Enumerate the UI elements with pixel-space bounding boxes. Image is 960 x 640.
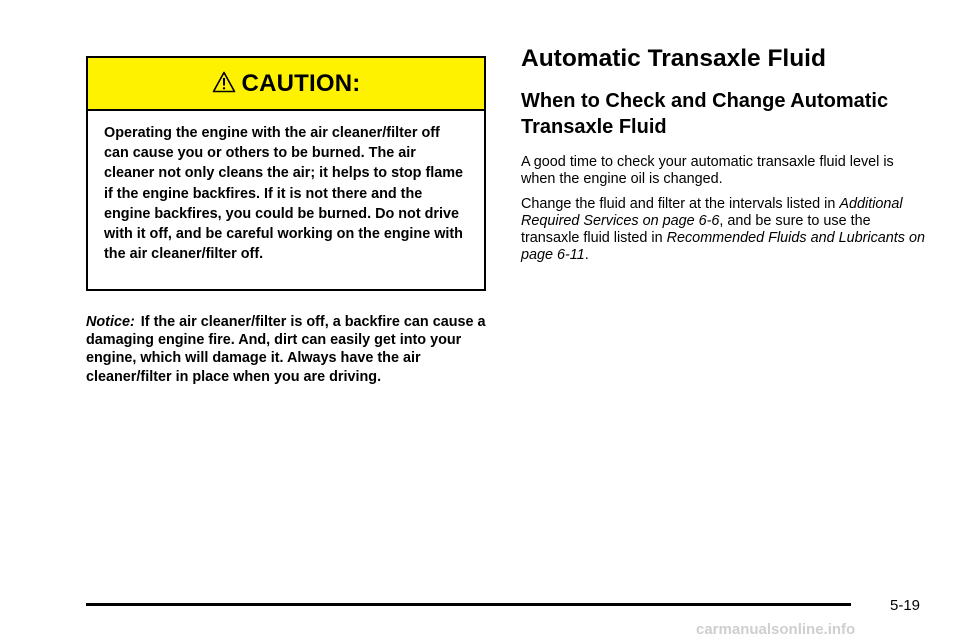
link-recommended-fluids[interactable]: Recommended Fluids and Lubricants on page 6-11 [521, 230, 925, 263]
change-text-1: Change the fluid and filter at the intervals listed in [521, 196, 840, 212]
caution-title: CAUTION: [241, 69, 361, 97]
change-text-2: , and be sure to use the transaxle fluid listed in [521, 213, 871, 246]
notice-text: If the air cleaner/filter is off, a backfire can cause a damaging engine fire. And, dirt can easily get into your engine, which will damage it. Always have the air cleaner/filter in place when you are driving. [86, 314, 486, 385]
notice-label: Notice: [86, 314, 135, 330]
check-paragraph: A good time to check your automatic transaxle fluid level is when the engine oil is changed. [521, 154, 894, 187]
caution-text: Operating the engine with the air cleaner/filter off can cause you or others to be burned. The air cleaner not only cleans the air; it helps to stop flame if the engine backfires. If it is not there and the engine backfires, you could be burned. Do not drive with it off, and be careful working on the engine with the air cleaner/filter off. [104, 125, 464, 263]
section-subheading: When to Check and Change Automatic Transaxle Fluid [521, 90, 889, 138]
change-paragraph [521, 196, 926, 264]
footer-rule [86, 603, 851, 606]
warning-triangle-icon [212, 71, 236, 93]
notice-paragraph [86, 313, 486, 386]
change-text-3: . [584, 247, 589, 263]
right-column [521, 44, 926, 264]
link-additional-services[interactable]: Additional Required Services on page 6-6 [521, 196, 903, 229]
caution-box [86, 56, 486, 291]
section-heading: Automatic Transaxle Fluid [521, 45, 826, 72]
caution-header [88, 58, 484, 111]
page-number: 5-19 [890, 597, 921, 614]
watermark: carmanualsonline.info [696, 621, 856, 638]
